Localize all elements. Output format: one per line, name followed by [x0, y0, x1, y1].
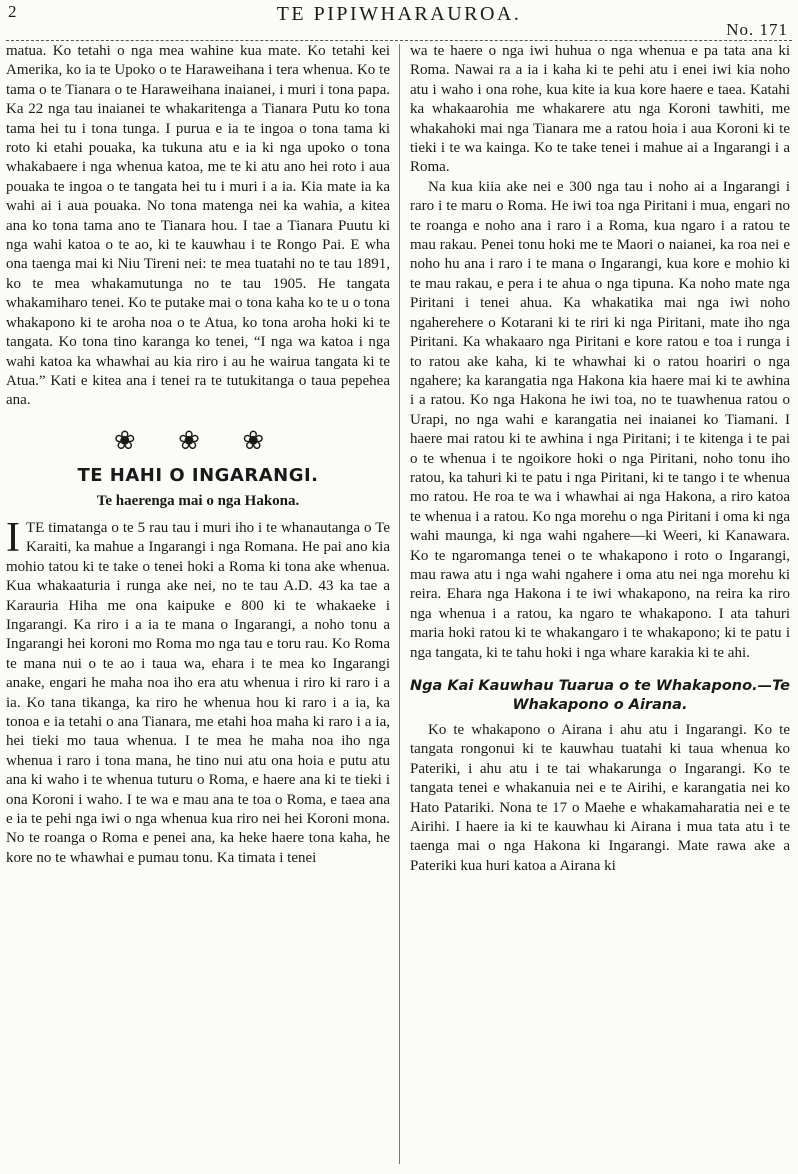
column-divider: [399, 44, 400, 1164]
section-title: TE HAHI O INGARANGI.: [77, 465, 319, 487]
paragraph-continued: wa te haere o nga iwi huhua o nga whenua e pa tata ana ki Roma. Nawai ra a ia i kaha ki te pehi atu i enei iwi kia noho atu i waho i ona rohe, kua kite ia kua kore haere e taea. Katahi ka whakaarohia me whakarere atu nga Koroni tawhiti, me whakahoki mai nga Tianara me a ratou hoia i aua Koroni ki te tieki i te wa kainga. Ko te take tenei i mahue ai a Ingarangi i a Roma.: [410, 43, 790, 176]
paragraph-airana: Ko te whakapono o Airana i ahu atu i Ingarangi. Ko te tangata rongonui ki te kauwhau tuatahi ki taua whenua ko Pateriki, i ahu atu i te tai whakarunga o Ingarangi. Ko te tangata tenei e whakanuia nei e te Airihi, e karangatia nei ko Hato Patariki. Nona te 17 o Maehe e whakamaharatia nei e te Airihi. I haere ia ki te kauwhau ki Airana i mua tata atu i te taenga mai o nga Hakona ki Ingarangi. Mate rawa ake a Pateriki kua huri katoa a Airana ki: [410, 722, 790, 874]
paragraph-hakona-text: TE timatanga o te 5 rau tau i muri iho i te whanautanga o Te Karaiti, ka mahue a Ingarangi i nga Romana. He pai ano kia mohio tatou ki te take o tenei hoki a Roma ki tona ake whenua. Kua whakaaturia i runga ake nei, no te tau A.D. 43 ka tae a Karauria Hiha me ona kaipuke e 800 ki te whakaeke i Ingarangi. Ka riro i a ia te mana o Ingarangi, a noho tonu a Ingarangi hei koroni mo Roma mo nga tau e toru rau. Ko Roma te mana nui o te ao i taua wa, ehara i te mea ko Ingarangi anake, engari he maha noa iho era atu whenua i riro ki raro i a ia. Ko tana tikanga, ka riro he whenua hou ki raro i a ia, ka tonoa e ia tetahi o ana Tianara, me etahi hoa maha ki raro i a ia, hei tieki mo taua whenua. I te mea he maha noa iho nga whenua i raro i tona mana, he tino nui atu ona hoia e putu atu ana ki waho i te whenua tuturu o Roma, e haere ana ki te tieki i ona Koroni i waho. I te wa e mau ana te toa o Roma, e taea ana e ia te pehi nga iwi o nga whenua kua riro nei hei Koroni mona. No te roanga o Roma e penei ana, ka heke haere tona kaha, he kore no te whawhai e pumau tonu. Ka timata i tenei: [6, 519, 390, 866]
paragraph-piritani: Na kua kiia ake nei e 300 nga tau i noho ai a Ingarangi i raro i te maru o Roma. He iwi toa nga Piritani i mua, engari no te roanga e noho ana i raro i a Roma, kua ngaro i a ratou te mau rakau. Penei tonu hoki me te Maori o naianei, ka roa nei e noho hu ana i raro i te mana o Ingarangi, kua kore e mohio ki te mau rakau, e pera i te ahua o nga tipuna. Ka noho mate nga Piritani i tenei ahua. Ka whakatika mai nga iwi noho ngaherehere o Kotarani ki te riri ki nga Piritani, mate iho nga Piritani. Ka whakaaro nga Piritani e kore ratou e toa i runga i to ratou ake kaha, ki te whawhai ki o ratou hoariri o nga ngahere; ka karangatia nga Hakona kia haere mai ki te awhina i a ratou. Ko nga Hakona he iwi toa, no te tuawhenua ratou o Urapi, no nga wahi e karangatia nei inaianei ko Tiamani. I haere mai ratou ki te awhina i nga Piritani; i te kitenga i te pai o te whenua i te ngoikore hoki o nga Piritani, noho tonu iho ratou, ka tahuri ki te patu i nga Piritani, ki te tango i te whenua mo ratou. He roa te wa i whawhai ai nga Hakona, a riro katoa te whenua i a ratou. Ko nga morehu o nga Piritani i oma ki nga wahi maunga, ki nga wahi ngahere—ki Weeri, ki Kanawara. Ko te ngaromanga tenei o te whakapono i roto o Ingarangi, mau rawa atu i nga wahi ngahere i oma atu nei nga morehu ki reira. Ehara nga Hakona i te iwi whakapono, na reira ka riro nga whenua i a ratou, ka ngaro te whakapono. I ata tahuri maria hoki ratou ki te whakangaro i te whakapono; ki te patu i nga tangata, ki te tahu hoki i nga whare karakia ki te ahi.: [410, 178, 790, 661]
page-number: 2: [8, 2, 17, 21]
drop-cap: I: [6, 514, 20, 561]
running-title: TE PIPIWHARAUROA.: [276, 3, 522, 25]
right-column: [410, 42, 790, 876]
page-header: [0, 0, 798, 40]
issue-number: No. 171: [726, 20, 788, 39]
left-column: [6, 42, 390, 868]
paragraph-matua: matua. Ko tetahi o nga mea wahine kua mate. Ko tetahi kei Amerika, ko ia te Upoko o te Haraweihana i tera whenua. Ko te tama o te Tianara o te Haraweihana inaianei, i muri i tona papa. Ka 22 nga tau inaianei te whakaritenga a Tianara Putu ko tona tama hei tu i tona tunga. I purua e ia te ingoa o tona tama ki roto ki etahi pouaka, ka tukuna atu e ia ki nga upoko o tona whakabaere i nga whenua katoa, me te ki atu ano hei roto i aua pouaka te ingoa o te tangata hei tu i muri i a ia. Kia mate ia ka wahi ai i aua pouaka. No tona matenga nei ka wahia, a kitea ana ko tona tama ano te Tianara hou. I tae a Tianara Puutu ki nga wahi katoa o te ao, ki te kauwhau i te Rongo Pai. E wha ona taenga mai ki Niu Tireni nei: te mea tuatahi no te tau 1891, ko te mea whakamutunga no te tau 1905. He tangata whakamiharo tenei. Ko te putake mai o tona kaha ko te u o tona whakapono ki te aroha noa o te Atua, ko tona aroha hoki ki te tangata. Ko tona tino karanga ko tenei, “I nga wa katoa i nga wahi katoa ka whawhai au kia riro i au he wairua tangata ki te Atua.” Kati e kitea ana i tenei ra te tutukitanga o taua pepehea ana.: [6, 43, 390, 409]
article-title: Nga Kai Kauwhau Tuarua o te Whakapono.—Te Whakapono o Airana.: [410, 678, 790, 713]
paragraph-hakona: [6, 514, 390, 868]
ornament-divider: ❀ ❀ ❀: [113, 425, 283, 455]
section-subtitle: Te haerenga mai o nga Hakona.: [96, 492, 300, 509]
header-rule: [6, 40, 792, 41]
